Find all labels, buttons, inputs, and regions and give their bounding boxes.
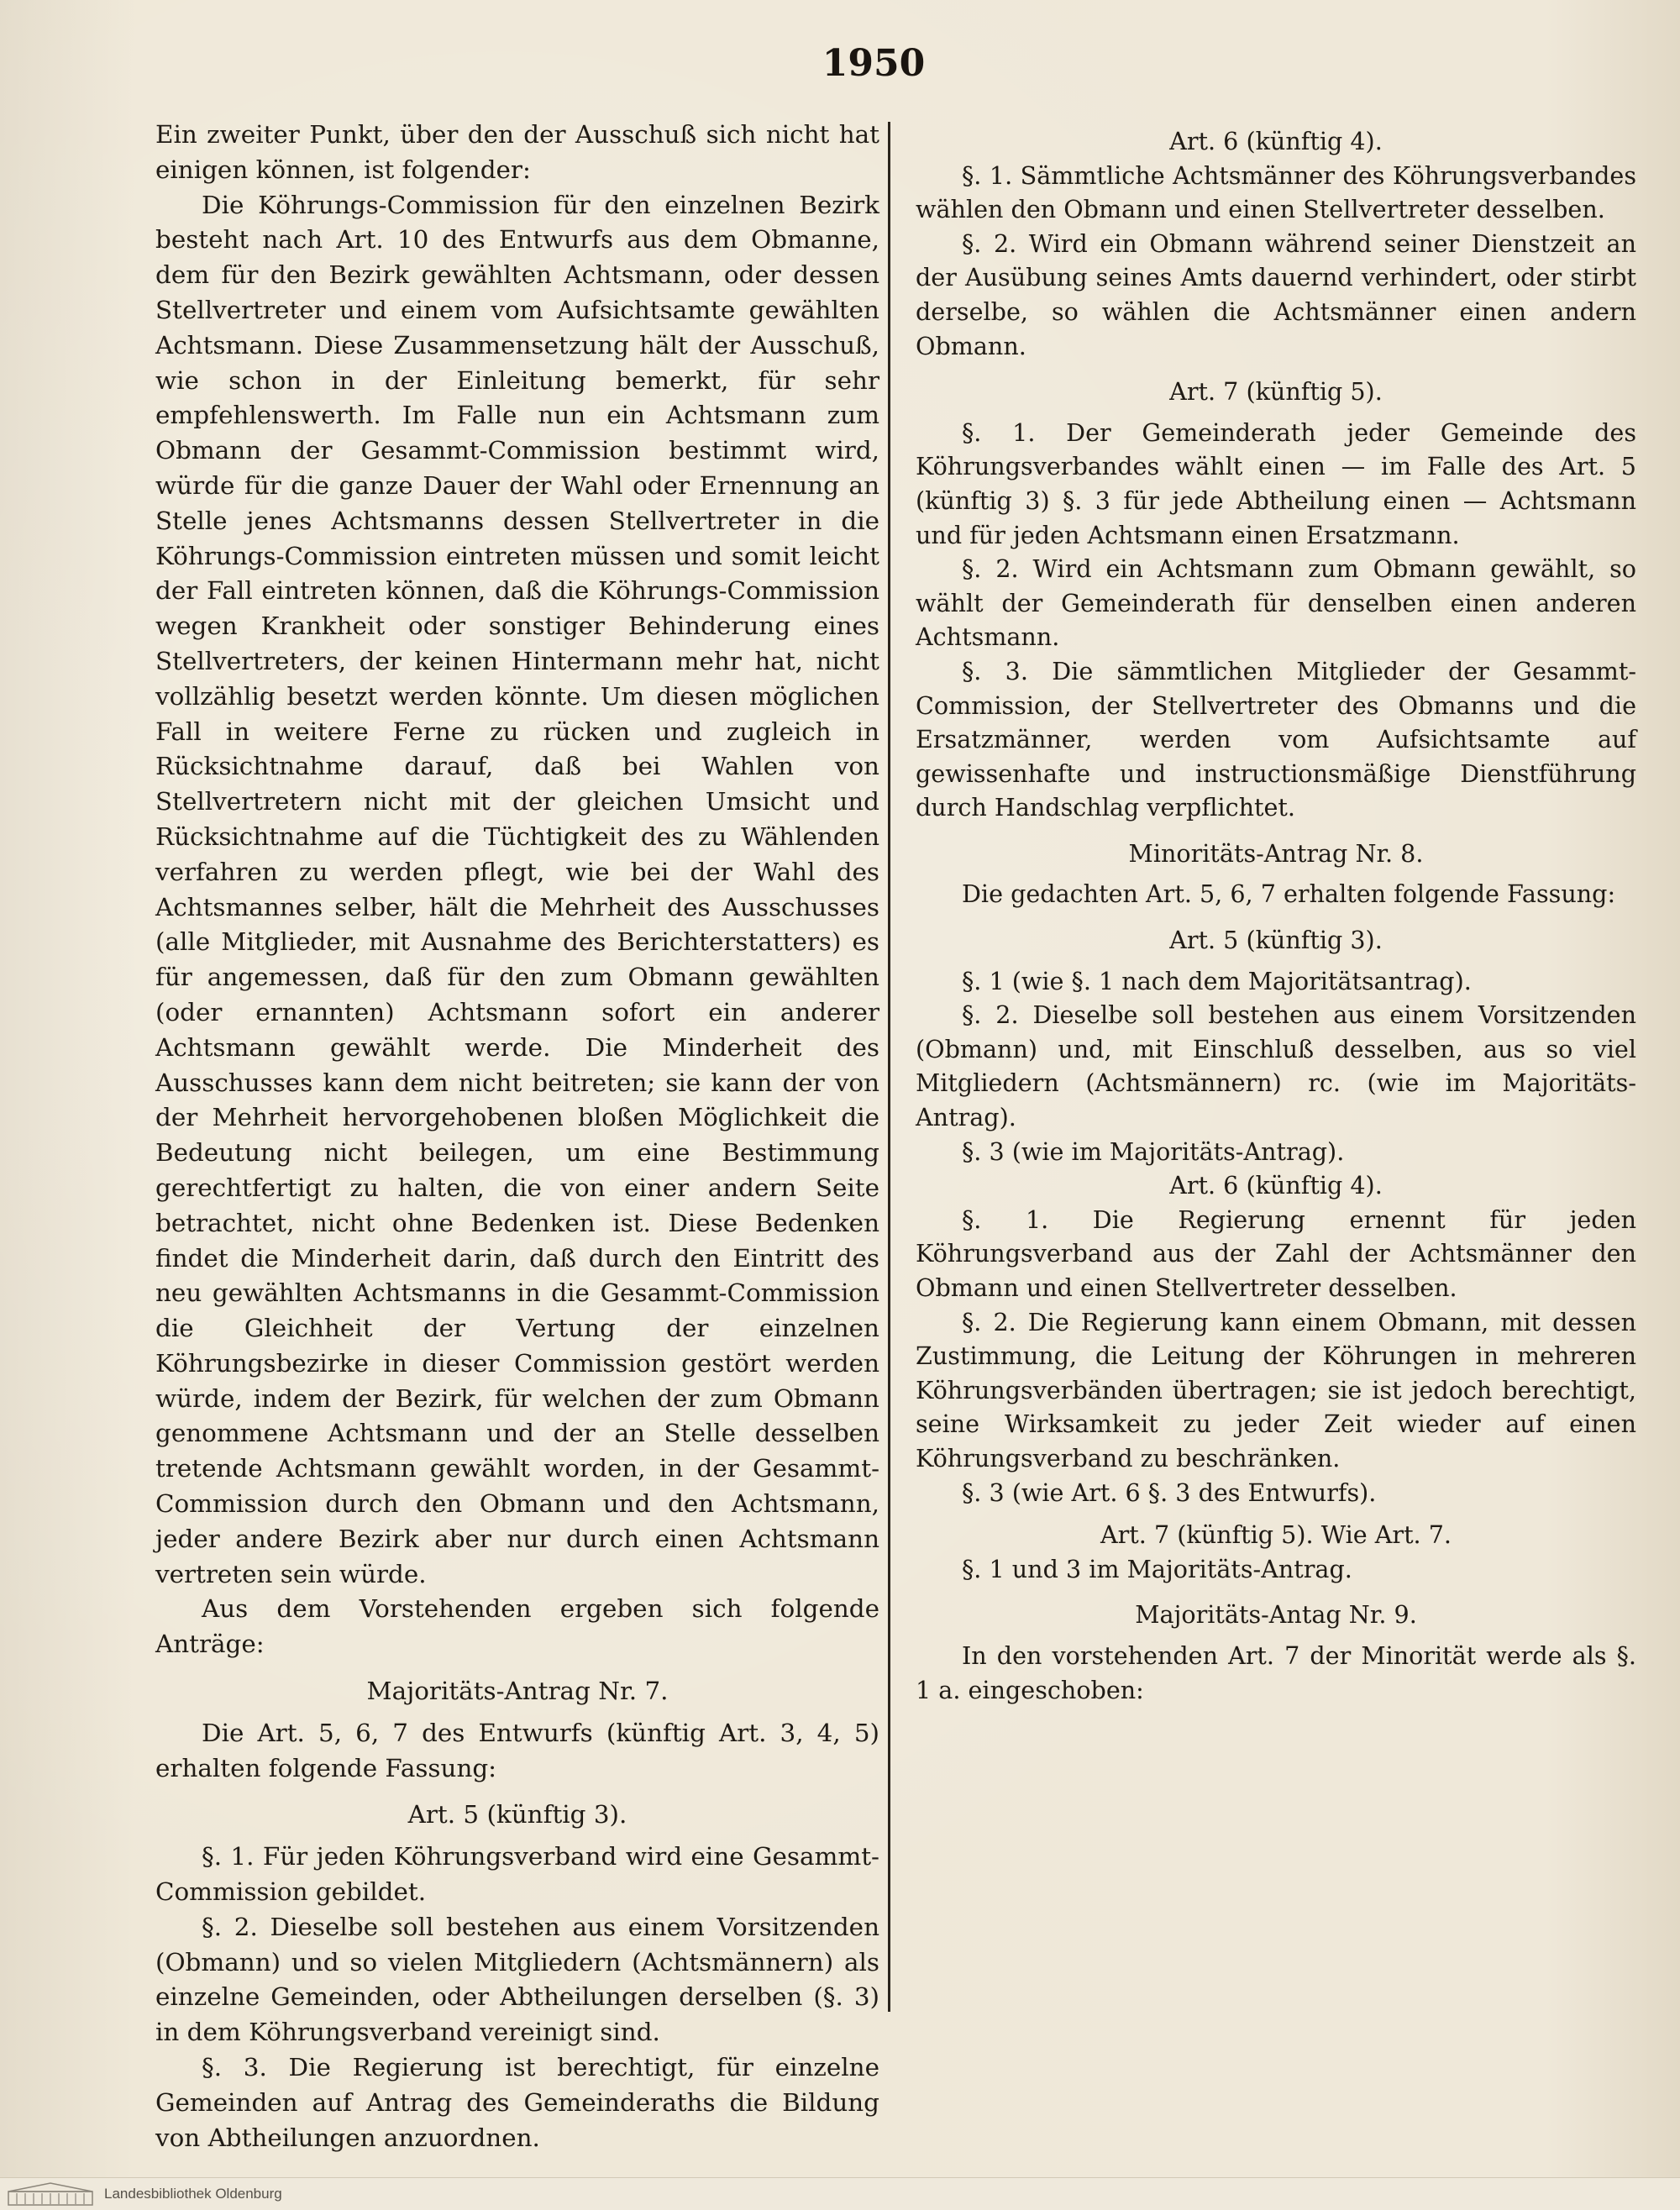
paragraph: §. 3. Die sämmtlichen Mitglieder der Gesammt-Commission, der Stellvertreter des Obmanns und die Ersatzmänner, werden vom Aufsichtsamte auf gewissenhafte und instructionsmäßige Dienstführung durch Handschlag verpflichtet.	[916, 656, 1636, 822]
paragraph: In den vorstehenden Art. 7 der Minorität werde als §. 1 a. eingeschoben:	[916, 1640, 1636, 1704]
right-column	[916, 124, 1636, 2010]
section-heading: Majoritäts-Antrag Nr. 7.	[366, 1677, 669, 1706]
paragraph: Die Art. 5, 6, 7 des Entwurfs (künftig Art. 3, 4, 5) erhalten folgende Fassung:	[155, 1718, 879, 1782]
library-building-icon	[7, 2181, 94, 2207]
paragraph: Die gedachten Art. 5, 6, 7 erhalten folgende Fassung:	[962, 879, 1616, 909]
paragraph: §. 2. Die Regierung kann einem Obmann, mit dessen Zustimmung, die Leitung der Köhrungen in mehreren Köhrungsverbänden übertragen; sie ist jedoch berechtigt, seine Wirksamkeit zu jeder Zeit wieder auf einen Köhrungsverband zu beschränken.	[916, 1307, 1636, 1472]
paragraph: §. 2. Wird ein Obmann während seiner Dienstzeit an der Ausübung seines Amts dauernd verhindert, oder stirbt derselbe, so wählen die Achtsmänner einen andern Obmann.	[916, 228, 1636, 360]
library-footer	[0, 2177, 1680, 2210]
paragraph: §. 1. Der Gemeinderath jeder Gemeinde des Köhrungsverbandes wählt einen — im Falle des Art. 5 (künftig 3) §. 3 für jede Abtheilung einen — Achtsmann und für jeden Achtsmann einen Ersatzmann.	[916, 417, 1636, 549]
paragraph: Aus dem Vorstehenden ergeben sich folgende Anträge:	[155, 1594, 879, 1659]
left-column	[155, 118, 879, 2152]
paragraph: §. 1 (wie §. 1 nach dem Majoritätsantrag).	[962, 966, 1472, 995]
paragraph: §. 1. Sämmtliche Achtsmänner des Köhrungsverbandes wählen den Obmann und einen Stellvertreter desselben.	[916, 160, 1636, 224]
paragraph: Ein zweiter Punkt, über den der Ausschuß sich nicht hat einigen können, ist folgender:	[155, 120, 879, 184]
section-heading: Minoritäts-Antrag Nr. 8.	[1128, 838, 1424, 868]
library-name: Landesbibliothek Oldenburg	[104, 2186, 282, 2202]
paragraph: §. 3 (wie Art. 6 §. 3 des Entwurfs).	[962, 1478, 1377, 1507]
paragraph: §. 2. Wird ein Achtsmann zum Obmann gewählt, so wählt der Gemeinderath für denselben einen anderen Achtsmann.	[916, 554, 1636, 652]
paragraph: §. 3 (wie im Majoritäts-Antrag).	[962, 1136, 1345, 1166]
section-heading: Majoritäts-Antag Nr. 9.	[1135, 1600, 1417, 1630]
article-heading: Art. 7 (künftig 5).	[1169, 377, 1383, 407]
paragraph: §. 1. Für jeden Köhrungsverband wird eine Gesammt-Commission gebildet.	[155, 1842, 879, 1907]
paragraph: §. 2. Dieselbe soll bestehen aus einem Vorsitzenden (Obmann) und, mit Einschluß desselben, aus so viel Mitgliedern (Achtsmännern) rc. (wie im Majoritäts-Antrag).	[916, 1000, 1636, 1132]
paragraph: §. 2. Dieselbe soll bestehen aus einem Vorsitzenden (Obmann) und so vielen Mitgliedern (Achtsmännern) als einzelne Gemeinden, oder Abtheilungen derselben (§. 3) in dem Köhrungsverband vereinigt sind.	[155, 1912, 879, 2047]
article-heading: Art. 6 (künftig 4).	[1169, 1171, 1383, 1200]
article-heading: Art. 7 (künftig 5). Wie Art. 7.	[1100, 1520, 1452, 1550]
article-heading: Art. 5 (künftig 3).	[407, 1800, 627, 1829]
article-heading: Art. 6 (künftig 4).	[1169, 127, 1383, 155]
paragraph: Die Köhrungs-Commission für den einzelnen Bezirk besteht nach Art. 10 des Entwurfs aus dem Obmanne, dem für den Bezirk gewählten Achtsmann, oder dessen Stellvertreter und einem vom Aufsichtsamte gewählten Achtsmann. Diese Zusammensetzung hält der Ausschuß, wie schon in der Einleitung bemerkt, für sehr empfehlenswerth. Im Falle nun ein Achtsmann zum Obmann der Gesammt-Commission bestimmt wird, würde für die ganze Dauer der Wahl oder Ernennung an Stelle jenes Achtsmanns dessen Stellvertreter in die Köhrungs-Commission eintreten müssen und somit leicht der Fall eintreten können, daß die Köhrungs-Commission wegen Krankheit oder sonstiger Behinderung eines Stellvertreters, der keinen Hintermann mehr hat, nicht vollzählig besetzt werden könnte. Um diesen möglichen Fall in weitere Ferne zu rücken und zugleich in Rücksichtnahme darauf, daß bei Wahlen von Stellvertretern nicht mit der gleichen Umsicht und Rücksichtnahme auf die Tüchtigkeit des zu Wählenden verfahren zu werden pflegt, wie bei der Wahl des Achtsmannes selber, hält die Mehrheit des Ausschusses (alle Mitglieder, mit Ausnahme des Berichterstatters) es für angemessen, daß für den zum Obmann gewählten (oder ernannten) Achtsmann sofort ein anderer Achtsmann gewählt werde. Die Minderheit des Ausschusses kann dem nicht beitreten; sie kann der von der Mehrheit hervorgehobenen bloßen Möglichkeit die Bedeutung nicht beilegen, um eine Bestimmung gerechtfertigt zu halten, die von einer andern Seite betrachtet, nicht ohne Bedenken ist. Diese Bedenken findet die Minderheit darin, daß durch den Eintritt des neu gewählten Achtsmanns in die Gesammt-Commission die Gleichheit der Vertung der einzelnen Köhrungsbezirke in dieser Commission gestört werden würde, indem der Bezirk, für welchen der zum Obmann genommene Achtsmann und der an Stelle desselben tretende Achtsmann gewählt worden, in der Gesammt-Commission durch den Obmann und den Achtsmann, jeder andere Bezirk aber nur durch einen Achtsmann vertreten sein würde.	[155, 190, 879, 1588]
paragraph: §. 1. Die Regierung ernennt für jeden Köhrungsverband aus der Zahl der Achtsmänner den Obmann und einen Stellvertreter desselben.	[916, 1205, 1636, 1302]
paragraph: §. 1 und 3 im Majoritäts-Antrag.	[962, 1554, 1352, 1583]
column-divider	[888, 122, 890, 2012]
page-number: 1950	[822, 42, 926, 85]
paragraph: §. 3. Die Regierung ist berechtigt, für einzelne Gemeinden auf Antrag des Gemeinderaths die Bildung von Abtheilungen anzuordnen.	[155, 2053, 879, 2152]
article-heading: Art. 5 (künftig 3).	[1169, 926, 1383, 955]
